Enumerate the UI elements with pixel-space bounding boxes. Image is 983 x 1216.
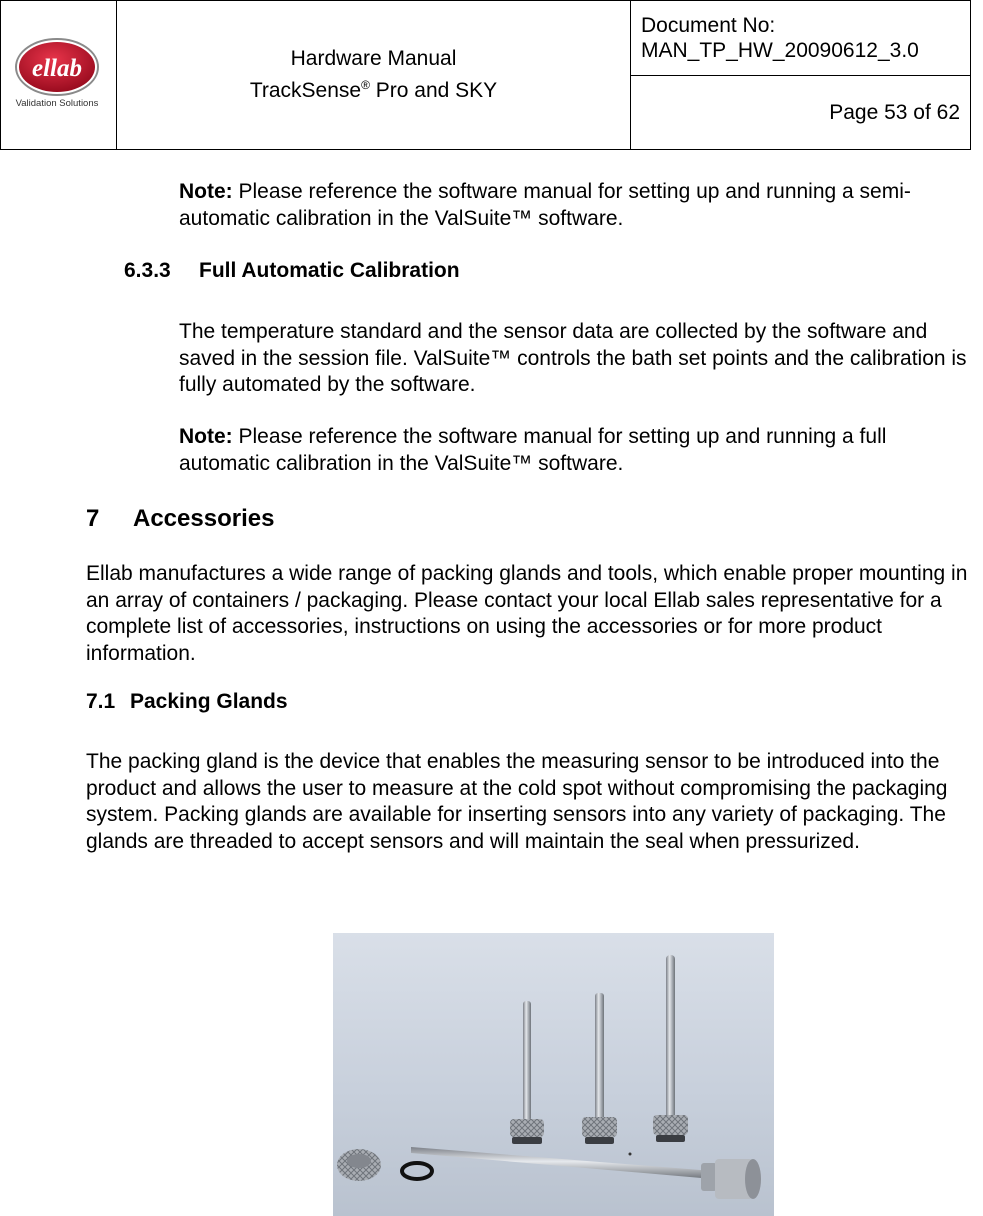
note-full-automatic xyxy=(179,424,969,477)
document-number-value: MAN_TP_HW_20090612_3.0 xyxy=(641,39,919,62)
section-title: Accessories xyxy=(133,505,275,532)
section-heading-7 xyxy=(86,505,274,533)
note-semi-automatic xyxy=(179,179,979,232)
ellab-logo xyxy=(1,1,117,149)
section-title: Packing Glands xyxy=(130,690,288,713)
section-number: 7.1 xyxy=(86,690,116,713)
section-number: 7 xyxy=(86,505,100,532)
packing-glands-illustration xyxy=(333,933,774,1216)
note-text: Please reference the software manual for setting up and running a full automatic calibration in the ValSuite™ software. xyxy=(179,425,887,475)
section-heading-6-3-3 xyxy=(124,259,460,283)
packing-glands-photo xyxy=(333,933,774,1216)
section-heading-7-1 xyxy=(86,690,288,714)
registered-mark: ® xyxy=(361,78,370,92)
document-number xyxy=(631,1,970,76)
product-name: TrackSense xyxy=(249,79,362,102)
manual-title-line1: Hardware Manual xyxy=(290,47,457,70)
page-number: Page 53 of 62 xyxy=(829,101,960,124)
paragraph-packing-glands: The packing gland is the device that enables the measuring sensor to be introduced into the product and allows the user to measure at the cold spot without compromising the packaging system. Packing glands are available for inserting sensors into any variety of packaging. The glands are threaded to accept sensors and will maintain the seal when pressurized. xyxy=(86,750,948,853)
product-variants: Pro and SKY xyxy=(369,79,498,102)
section-number: 6.3.3 xyxy=(124,259,171,282)
manual-title xyxy=(117,1,631,149)
logo-wordmark: ellab xyxy=(32,55,82,82)
manual-title-line2 xyxy=(250,72,497,104)
paragraph-full-automatic: The temperature standard and the sensor data are collected by the software and saved in the session file. ValSuite™ controls the bath set points and the calibration is fully automated by the software. xyxy=(179,320,967,396)
paragraph-accessories: Ellab manufactures a wide range of packing glands and tools, which enable proper mounting in an array of containers / packaging. Please contact your local Ellab sales representative for a complete list of accessories, instructions on using the accessories or for more product information. xyxy=(86,562,968,665)
note-text: Please reference the software manual for setting up and running a semi-automatic calibration in the ValSuite™ software. xyxy=(179,180,911,230)
logo-cell xyxy=(1,1,117,149)
section-title: Full Automatic Calibration xyxy=(199,259,460,282)
logo-tagline: Validation Solutions xyxy=(15,98,99,109)
document-number-label: Document No: xyxy=(641,14,776,37)
document-header xyxy=(0,0,971,150)
note-label: Note: xyxy=(179,180,233,203)
note-label: Note: xyxy=(179,425,233,448)
